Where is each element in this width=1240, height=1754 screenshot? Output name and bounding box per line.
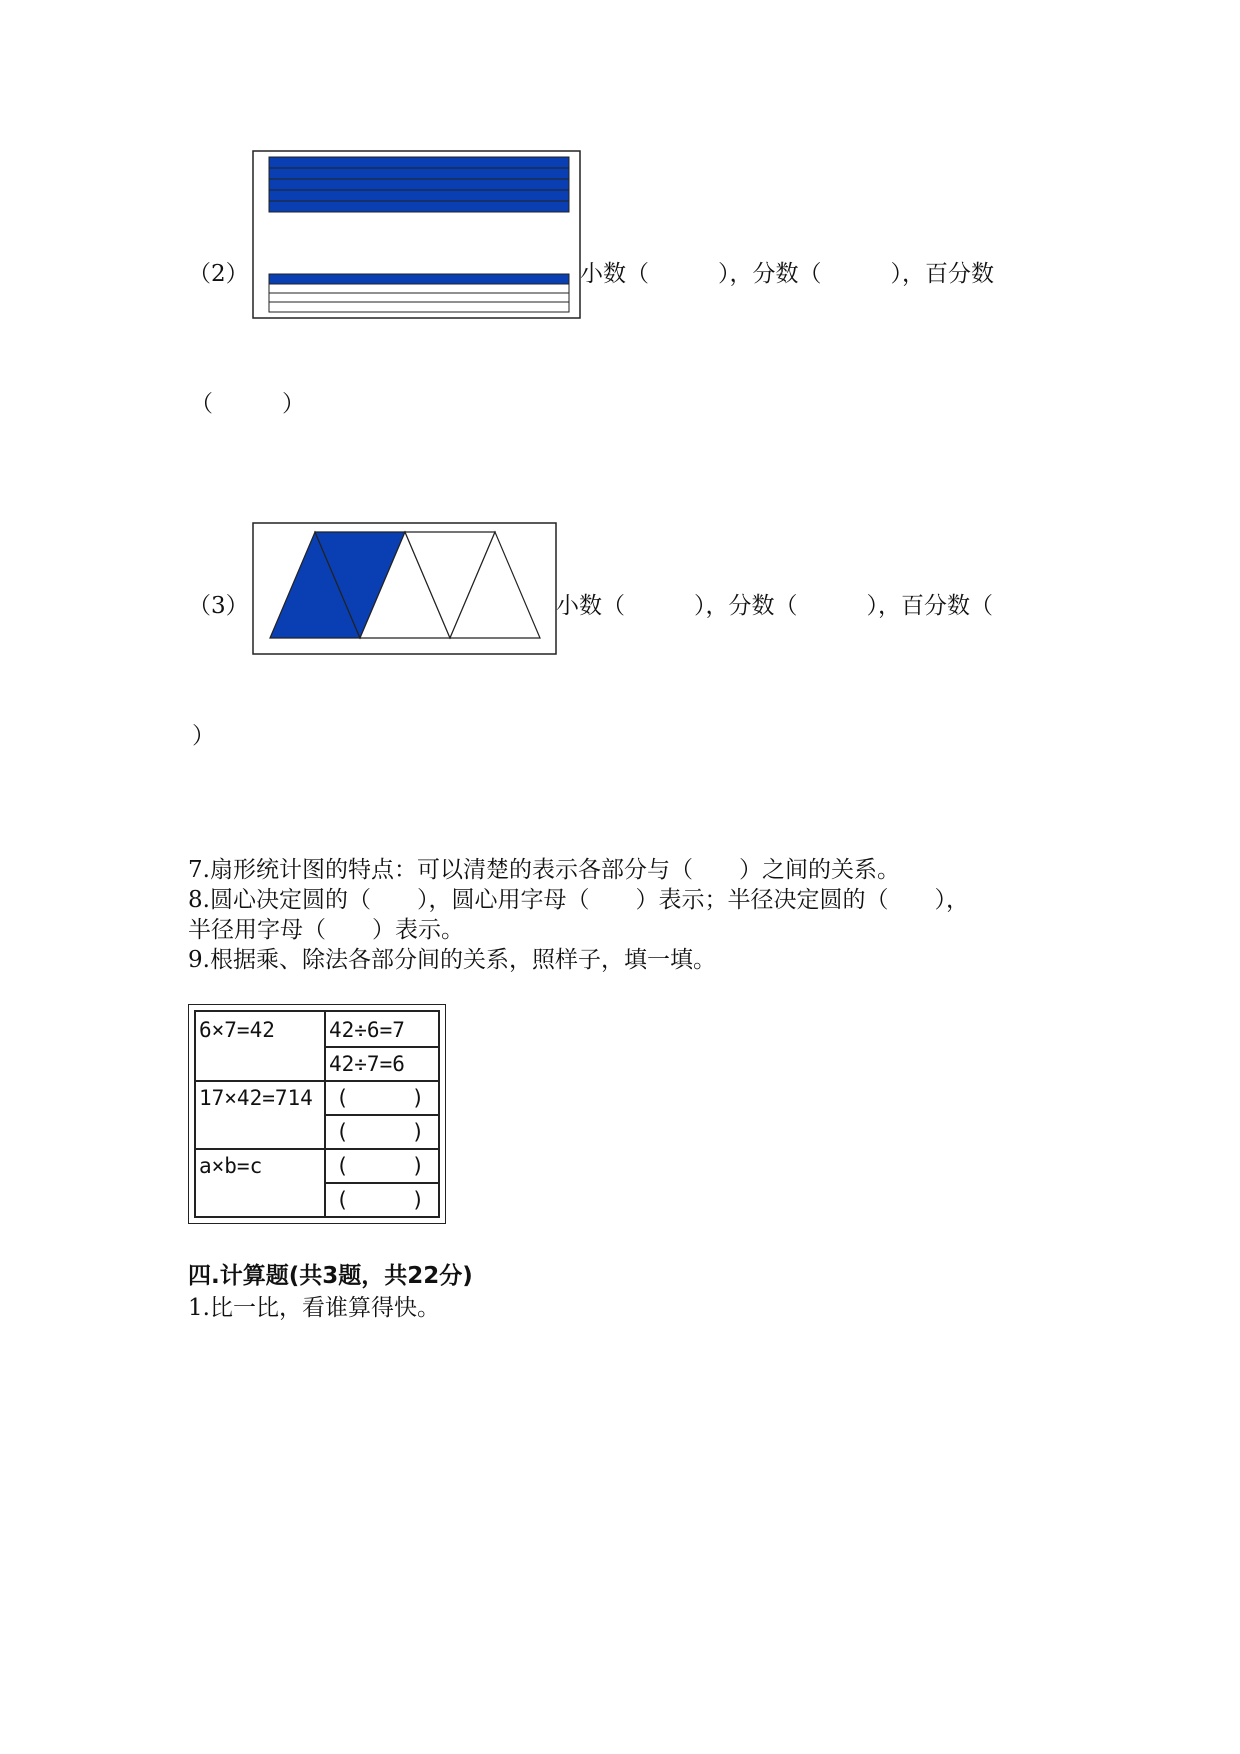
table-row-1-right-a: 42÷6=7: [329, 1018, 405, 1042]
table-row-3-right-b[interactable]: ( ): [336, 1188, 425, 1212]
q6-2-continuation: （ ）: [190, 391, 305, 417]
table-row-2-left: 17×42=714: [199, 1086, 313, 1110]
q7-text: 7.扇形统计图的特点：可以清楚的表示各部分与（ ）之间的关系。: [188, 857, 900, 883]
section-4-title: 四.计算题(共3题，共22分): [188, 1263, 473, 1289]
q6-2-label: （2）: [188, 261, 249, 287]
q6-3-continuation: ）: [192, 723, 215, 749]
relation-table: [188, 1004, 446, 1224]
table-row-2-right-b[interactable]: ( ): [336, 1120, 425, 1144]
q8-line2: 半径用字母（ ）表示。: [188, 917, 464, 943]
q6-3-triangle-figure: [252, 522, 558, 656]
table-row-2-right-a[interactable]: ( ): [336, 1086, 425, 1110]
table-row-1-right-b: 42÷7=6: [329, 1052, 405, 1076]
q6-2-bottom-bar: [269, 274, 569, 312]
q6-3-text: 小数（ ），分数（ ），百分数（: [556, 593, 993, 619]
q6-2-top-bar: [269, 157, 569, 212]
q6-2-strip-figure: [252, 150, 582, 320]
q9-text: 9.根据乘、除法各部分间的关系，照样子，填一填。: [188, 947, 716, 973]
q6-2-text: 小数（ ），分数（ ），百分数: [580, 261, 994, 287]
section-4-q1: 1.比一比，看谁算得快。: [188, 1295, 440, 1321]
table-row-3-right-a[interactable]: ( ): [336, 1154, 425, 1178]
table-row-1-left: 6×7=42: [199, 1018, 275, 1042]
q8-line1: 8.圆心决定圆的（ ），圆心用字母（ ）表示；半径决定圆的（ ），: [188, 887, 969, 913]
table-row-3-left: a×b=c: [199, 1154, 263, 1178]
q6-3-label: （3）: [188, 593, 249, 619]
